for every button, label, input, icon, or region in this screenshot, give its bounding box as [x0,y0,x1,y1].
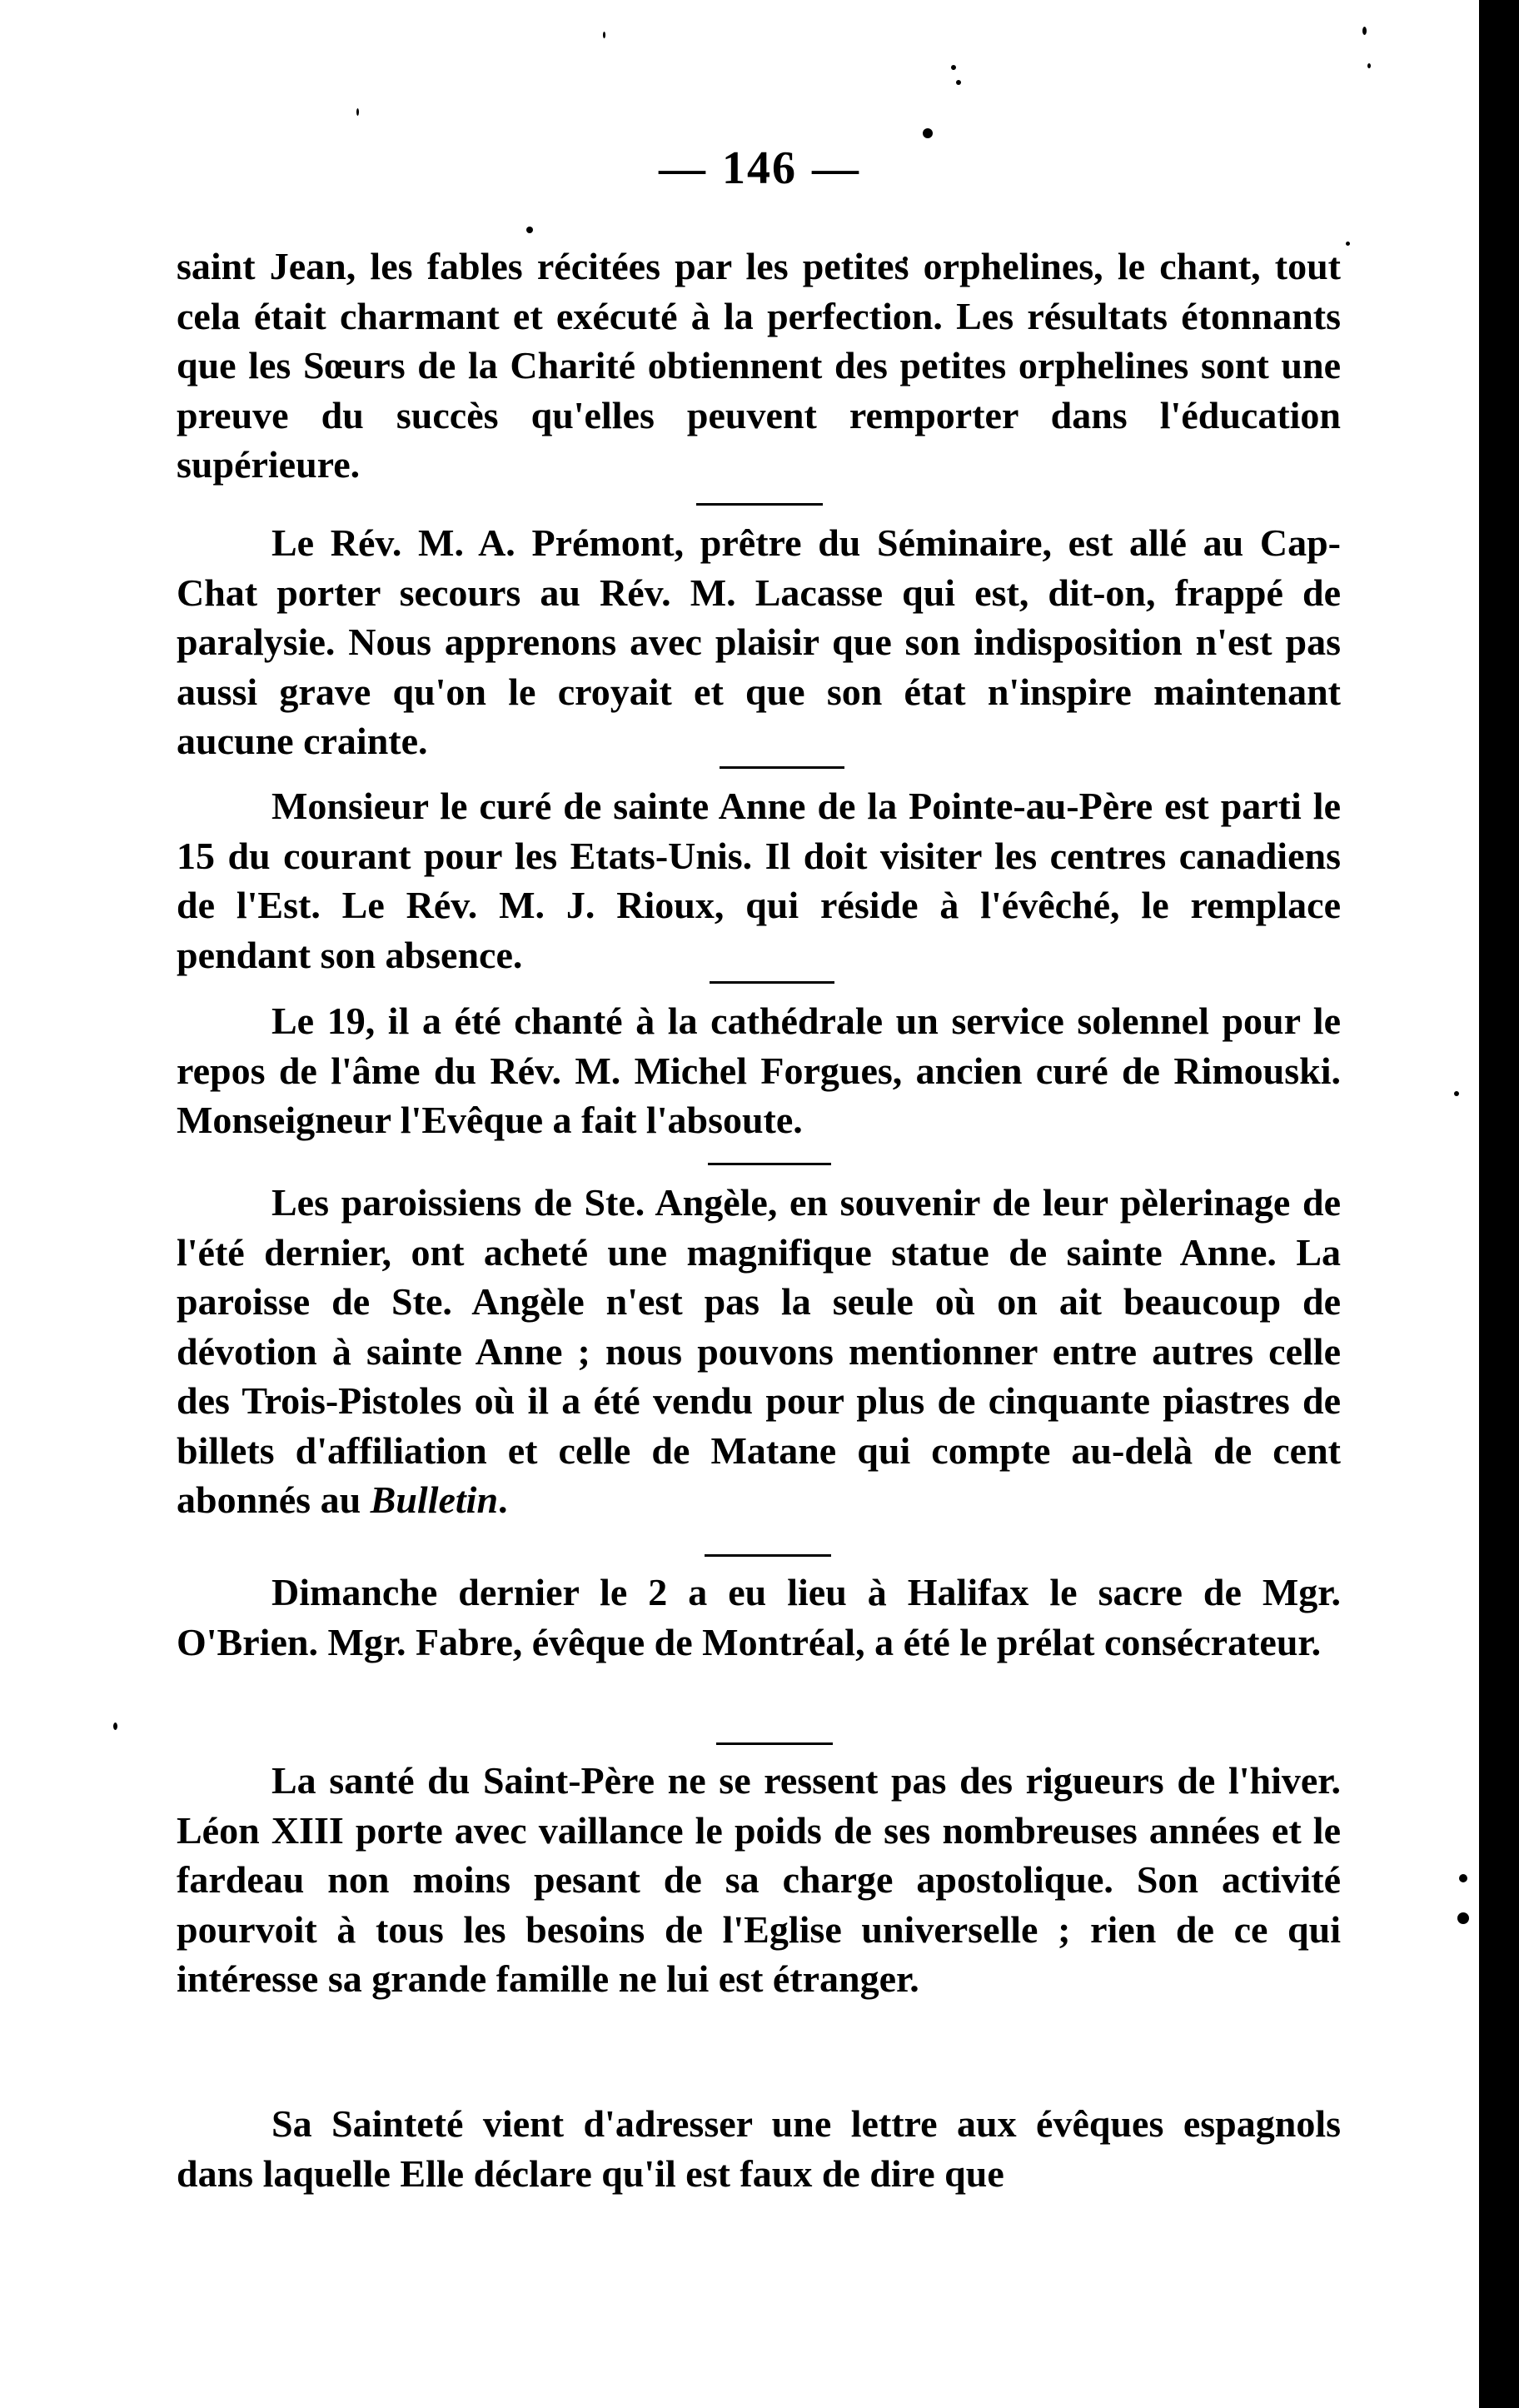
paragraph-7: La santé du Saint-Père ne se ressent pas des rigueurs de l'hiver. Léon XIII porte avec vaillance le poids de ses nombreuses années et le fardeau non moins pesant de sa charge apostolique. Son activité pourvoit à tous les besoins de l'Eglise universelle ; rien de ce qui intéresse sa grande famille ne lui est étranger. [177,1759,1341,2000]
bulletin-title: Bulletin [370,1478,499,1521]
paragraph-6: Dimanche dernier le 2 a eu lieu à Halifax le sacre de Mgr. O'Brien. Mgr. Fabre, évêque de Montréal, a été le prélat consécrateur. [177,1571,1341,1663]
page-number-dash-right: — [812,142,860,194]
paragraph-2: Le Rév. M. A. Prémont, prêtre du Séminaire, est allé au Cap-Chat porter secours au Rév. M. Lacasse qui est, dit-on, frappé de paralysie. Nous apprenons avec plaisir que son indisposition n'est pas aussi grave qu'on le croyait et que son état n'inspire maintenant aucune crainte. [177,521,1341,762]
scan-speck [951,65,956,70]
page-number-value: 146 [722,142,797,194]
scan-speck [923,128,933,138]
separator-rule [720,766,844,769]
scan-speck [1454,1091,1459,1096]
separator-rule [696,503,823,506]
scan-speck [1459,1874,1467,1882]
separator-rule [710,981,834,984]
paragraph-4: Le 19, il a été chanté à la cathédrale un service solennel pour le repos de l'âme du Rév. M. Michel Forgues, ancien curé de Rimouski. Monseigneur l'Evêque a fait l'absoute. [177,1000,1341,1141]
paragraph-5-end: . [498,1478,508,1521]
scan-speck [603,32,605,38]
page-number-dash-left: — [659,142,707,194]
separator-rule [708,1163,831,1165]
paragraph-1-block [177,242,1341,490]
paragraph-1: saint Jean, les fables récitées par les petites orphelines, le chant, tout cela était charmant et exécuté à la perfection. Les résultats étonnants que les Sœurs de la Charité obtiennent des petites orphelines sont une preuve du succès qu'elles peuvent remporter dans l'éducation supérieure. [177,245,1341,486]
page-number [0,142,1519,195]
paragraph-6-block [177,1568,1341,1667]
paragraph-5-text: Les paroissiens de Ste. Angèle, en souvenir de leur pèlerinage de l'été dernier, ont acheté une magnifique statue de sainte Anne. La paroisse de Ste. Angèle n'est pas la seule où on ait beaucoup de dévotion à sainte Anne ; nous pouvons mentionner entre autres celle des Trois-Pistoles où il a été vendu pour plus de cinquante piastres de billets d'affiliation et celle de Matane qui compte au-delà de cent abonnés au [177,1181,1341,1521]
scan-speck [1457,1912,1469,1924]
scan-speck [956,80,961,85]
scan-edge-bar [1479,0,1519,2408]
scan-speck [526,227,533,233]
paragraph-8-block [177,2099,1341,2198]
scan-speck [1362,27,1367,35]
scan-speck [1346,242,1350,246]
separator-rule [705,1554,831,1557]
scan-speck [113,1722,117,1730]
separator-rule [716,1742,833,1745]
paragraph-7-block [177,1756,1341,2004]
paragraph-5 [177,1178,1341,1525]
scan-speck [1367,63,1371,68]
scan-speck [356,108,359,116]
paragraph-2-block [177,518,1341,766]
paragraph-4-block [177,996,1341,1145]
paragraph-3-block [177,781,1341,980]
paragraph-8: Sa Sainteté vient d'adresser une lettre aux évêques espagnols dans laquelle Elle déclare qu'il est faux de dire que [177,2102,1341,2195]
paragraph-3: Monsieur le curé de sainte Anne de la Pointe-au-Père est parti le 15 du courant pour les Etats-Unis. Il doit visiter les centres canadiens de l'Est. Le Rév. M. J. Rioux, qui réside à l'évêché, le remplace pendant son absence. [177,785,1341,976]
paragraph-5-block [177,1178,1341,1525]
